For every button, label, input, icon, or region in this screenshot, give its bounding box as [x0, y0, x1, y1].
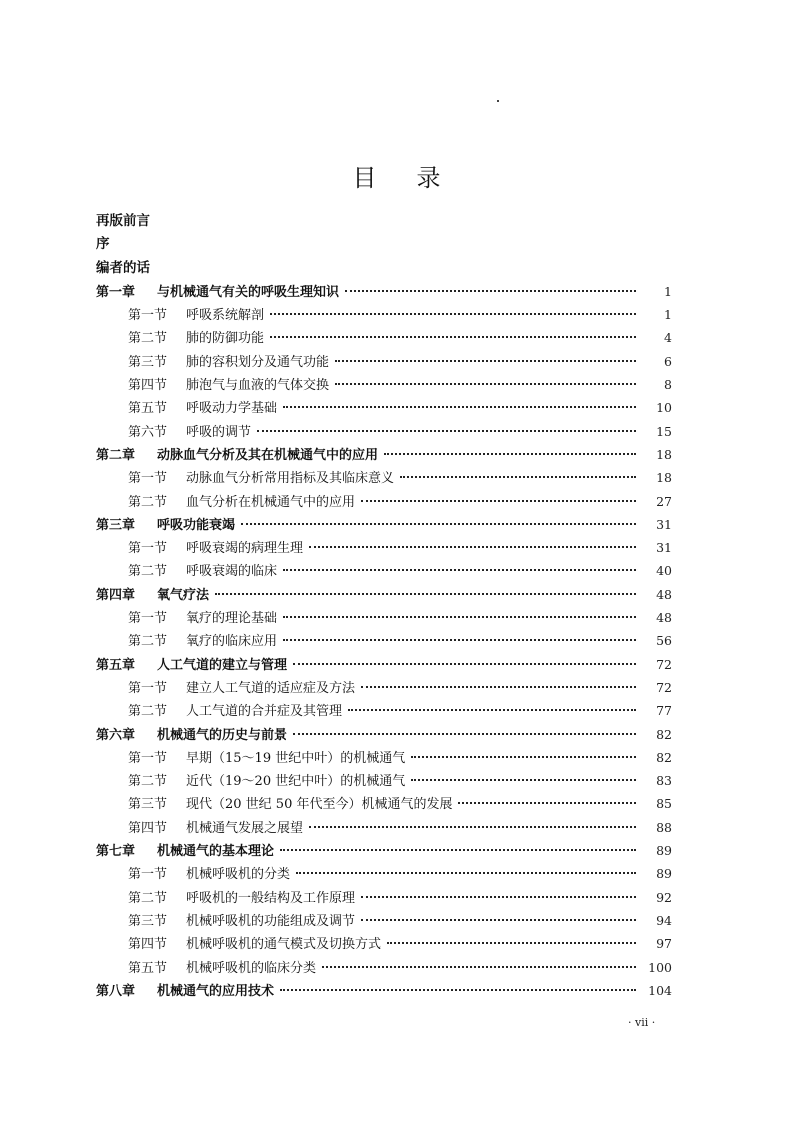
- entry-number: 第四节: [128, 378, 168, 394]
- toc-section-entry[interactable]: [96, 606, 672, 629]
- entry-title: 与机械通气有关的呼吸生理知识: [157, 284, 340, 300]
- entry-page-number: 1: [664, 307, 672, 323]
- toc-chapter-entry[interactable]: [96, 280, 672, 303]
- entry-title: 现代（20 世纪 50 年代至今）机械通气的发展: [186, 797, 453, 813]
- entry-page-number: 88: [656, 819, 672, 835]
- entry-title: 机械通气发展之展望: [186, 820, 304, 836]
- entry-title: 动脉血气分析及其在机械通气中的应用: [157, 447, 379, 463]
- entry-title: 机械呼吸机的功能组成及调节: [186, 913, 356, 929]
- dot-leader: [361, 896, 636, 898]
- entry-title: 机械通气的基本理论: [157, 844, 275, 860]
- entry-title: 呼吸衰竭的病理生理: [186, 541, 304, 557]
- dot-leader: [335, 383, 636, 385]
- dot-leader: [296, 872, 636, 874]
- dot-leader: [293, 733, 636, 735]
- dot-leader: [270, 336, 636, 338]
- toc-section-entry[interactable]: [96, 886, 672, 909]
- entry-number: 第五章: [96, 657, 136, 673]
- toc-chapter-entry[interactable]: [96, 443, 672, 466]
- entry-number: 第一节: [128, 867, 168, 883]
- toc-section-entry[interactable]: [96, 536, 672, 559]
- entry-page-number: 82: [656, 726, 672, 742]
- dot-leader: [283, 406, 636, 408]
- entry-number: 第七章: [96, 844, 136, 860]
- entry-number: 第二章: [96, 447, 136, 463]
- entry-title: 呼吸衰竭的临床: [186, 564, 278, 580]
- entry-number: 第三节: [128, 354, 168, 370]
- entry-page-number: 83: [656, 773, 672, 789]
- entry-title: 肺泡气与血液的气体交换: [186, 378, 330, 394]
- entry-page-number: 89: [656, 843, 672, 859]
- entry-page-number: 48: [656, 610, 672, 626]
- entry-page-number: 8: [664, 377, 672, 393]
- entry-number: 第一节: [128, 750, 168, 766]
- entry-title: 人工气道的合并症及其管理: [186, 704, 343, 720]
- entry-title: 机械通气的历史与前景: [157, 727, 288, 743]
- entry-number: 第三节: [128, 913, 168, 929]
- dot-leader: [335, 360, 636, 362]
- entry-page-number: 72: [656, 679, 672, 695]
- entry-page-number: 31: [656, 540, 672, 556]
- entry-number: 第一节: [128, 611, 168, 627]
- dot-leader: [345, 290, 636, 292]
- dot-leader: [283, 569, 636, 571]
- entry-number: 第四章: [96, 587, 136, 603]
- entry-number: 第五节: [128, 401, 168, 417]
- entry-number: 第三节: [128, 797, 168, 813]
- dot-leader: [257, 430, 636, 432]
- entry-number: 第一节: [128, 541, 168, 557]
- toc-section-entry[interactable]: [96, 490, 672, 513]
- entry-number: 第六章: [96, 727, 136, 743]
- toc-section-entry[interactable]: [96, 909, 672, 932]
- entry-page-number: 72: [656, 656, 672, 672]
- toc-section-entry[interactable]: [96, 466, 672, 489]
- entry-title: 机械呼吸机的通气模式及切换方式: [186, 937, 382, 953]
- toc-section-entry[interactable]: [96, 746, 672, 769]
- dot-leader: [458, 802, 636, 804]
- dot-leader: [411, 779, 636, 781]
- entry-page-number: 1: [664, 283, 672, 299]
- toc-front-matter-item[interactable]: 编者的话: [96, 259, 150, 276]
- entry-page-number: 18: [656, 446, 672, 462]
- entry-number: 第三章: [96, 517, 136, 533]
- dot-leader: [280, 989, 636, 991]
- entry-title: 呼吸功能衰竭: [157, 517, 236, 533]
- dot-leader: [283, 616, 636, 618]
- toc-section-entry[interactable]: [96, 373, 672, 396]
- toc-section-entry[interactable]: [96, 932, 672, 955]
- entry-page-number: 15: [656, 423, 672, 439]
- page-number-folio: · vii ·: [628, 1016, 656, 1029]
- entry-page-number: 31: [656, 516, 672, 532]
- dot-leader: [309, 546, 636, 548]
- entry-number: 第二节: [128, 564, 168, 580]
- entry-number: 第一章: [96, 284, 136, 300]
- entry-page-number: 4: [664, 330, 672, 346]
- toc-section-entry[interactable]: [96, 559, 672, 582]
- entry-page-number: 104: [648, 982, 672, 998]
- entry-page-number: 48: [656, 586, 672, 602]
- dot-leader: [411, 756, 636, 758]
- entry-number: 第一节: [128, 680, 168, 696]
- entry-number: 第八章: [96, 983, 136, 999]
- toc-chapter-entry[interactable]: [96, 653, 672, 676]
- entry-title: 呼吸系统解剖: [186, 308, 265, 324]
- entry-page-number: 89: [656, 866, 672, 882]
- entry-page-number: 10: [656, 400, 672, 416]
- table-of-contents: [96, 210, 672, 1002]
- toc-section-entry[interactable]: [96, 769, 672, 792]
- dot-leader: [361, 919, 636, 921]
- dot-leader: [280, 849, 636, 851]
- entry-page-number: 40: [656, 563, 672, 579]
- toc-chapter-entry[interactable]: [96, 979, 672, 1002]
- entry-number: 第二节: [128, 774, 168, 790]
- entry-number: 第二节: [128, 634, 168, 650]
- entry-number: 第二节: [128, 494, 168, 510]
- entry-title: 肺的防御功能: [186, 331, 265, 347]
- entry-page-number: 82: [656, 749, 672, 765]
- toc-section-entry[interactable]: [96, 326, 672, 349]
- toc-chapter-entry[interactable]: [96, 513, 672, 536]
- entry-page-number: 27: [656, 493, 672, 509]
- entry-number: 第六节: [128, 424, 168, 440]
- toc-section-entry[interactable]: [96, 862, 672, 885]
- dot-leader: [215, 593, 636, 595]
- entry-number: 第一节: [128, 471, 168, 487]
- entry-number: 第二节: [128, 331, 168, 347]
- toc-chapter-entry[interactable]: [96, 723, 672, 746]
- dot-leader: [400, 476, 636, 478]
- scan-speck: [497, 100, 499, 102]
- entry-title: 肺的容积划分及通气功能: [186, 354, 330, 370]
- entry-title: 呼吸机的一般结构及工作原理: [186, 890, 356, 906]
- entry-title: 建立人工气道的适应症及方法: [186, 680, 356, 696]
- entry-title: 氧气疗法: [157, 587, 210, 603]
- dot-leader: [293, 663, 636, 665]
- toc-section-entry[interactable]: [96, 420, 672, 443]
- toc-front-matter-item[interactable]: 再版前言: [96, 213, 150, 229]
- entry-title: 氧疗的理论基础: [186, 611, 278, 627]
- toc-section-entry[interactable]: [96, 956, 672, 979]
- dot-leader: [309, 826, 636, 828]
- entry-page-number: 100: [648, 959, 672, 975]
- dot-leader: [384, 453, 636, 455]
- entry-title: 早期（15～19 世纪中叶）的机械通气: [186, 750, 406, 766]
- toc-section-entry[interactable]: [96, 629, 672, 652]
- entry-title: 机械呼吸机的分类: [186, 867, 291, 883]
- entry-title: 近代（19～20 世纪中叶）的机械通气: [186, 774, 406, 790]
- entry-title: 人工气道的建立与管理: [157, 657, 288, 673]
- toc-section-entry[interactable]: [96, 396, 672, 419]
- toc-front-matter-item[interactable]: 序: [96, 236, 110, 253]
- entry-number: 第四节: [128, 937, 168, 953]
- entry-number: 第五节: [128, 960, 168, 976]
- entry-page-number: 85: [656, 796, 672, 812]
- toc-entries: [96, 280, 672, 1002]
- entry-title: 氧疗的临床应用: [186, 634, 278, 650]
- entry-page-number: 97: [656, 936, 672, 952]
- entry-page-number: 77: [656, 703, 672, 719]
- entry-title: 呼吸的调节: [186, 424, 252, 440]
- entry-page-number: 94: [656, 912, 672, 928]
- toc-section-entry[interactable]: [96, 792, 672, 815]
- entry-page-number: 92: [656, 889, 672, 905]
- toc-section-entry[interactable]: [96, 303, 672, 326]
- entry-title: 机械呼吸机的临床分类: [186, 960, 317, 976]
- entry-number: 第二节: [128, 704, 168, 720]
- toc-section-entry[interactable]: [96, 816, 672, 839]
- entry-title: 动脉血气分析常用指标及其临床意义: [186, 471, 395, 487]
- entry-number: 第一节: [128, 308, 168, 324]
- toc-section-entry[interactable]: [96, 676, 672, 699]
- entry-page-number: 18: [656, 470, 672, 486]
- dot-leader: [270, 313, 636, 315]
- entry-number: 第四节: [128, 820, 168, 836]
- toc-section-entry[interactable]: [96, 350, 672, 373]
- dot-leader: [361, 686, 636, 688]
- page-title: 目录: [352, 164, 481, 192]
- toc-section-entry[interactable]: [96, 699, 672, 722]
- dot-leader: [241, 523, 636, 525]
- dot-leader: [283, 639, 636, 641]
- entry-title: 血气分析在机械通气中的应用: [186, 494, 356, 510]
- entry-page-number: 56: [656, 633, 672, 649]
- dot-leader: [387, 942, 636, 944]
- dot-leader: [361, 500, 636, 502]
- entry-title: 呼吸动力学基础: [186, 401, 278, 417]
- toc-chapter-entry[interactable]: [96, 583, 672, 606]
- entry-title: 机械通气的应用技术: [157, 983, 275, 999]
- entry-number: 第二节: [128, 890, 168, 906]
- dot-leader: [348, 709, 636, 711]
- toc-chapter-entry[interactable]: [96, 839, 672, 862]
- entry-page-number: 6: [664, 353, 672, 369]
- dot-leader: [322, 966, 636, 968]
